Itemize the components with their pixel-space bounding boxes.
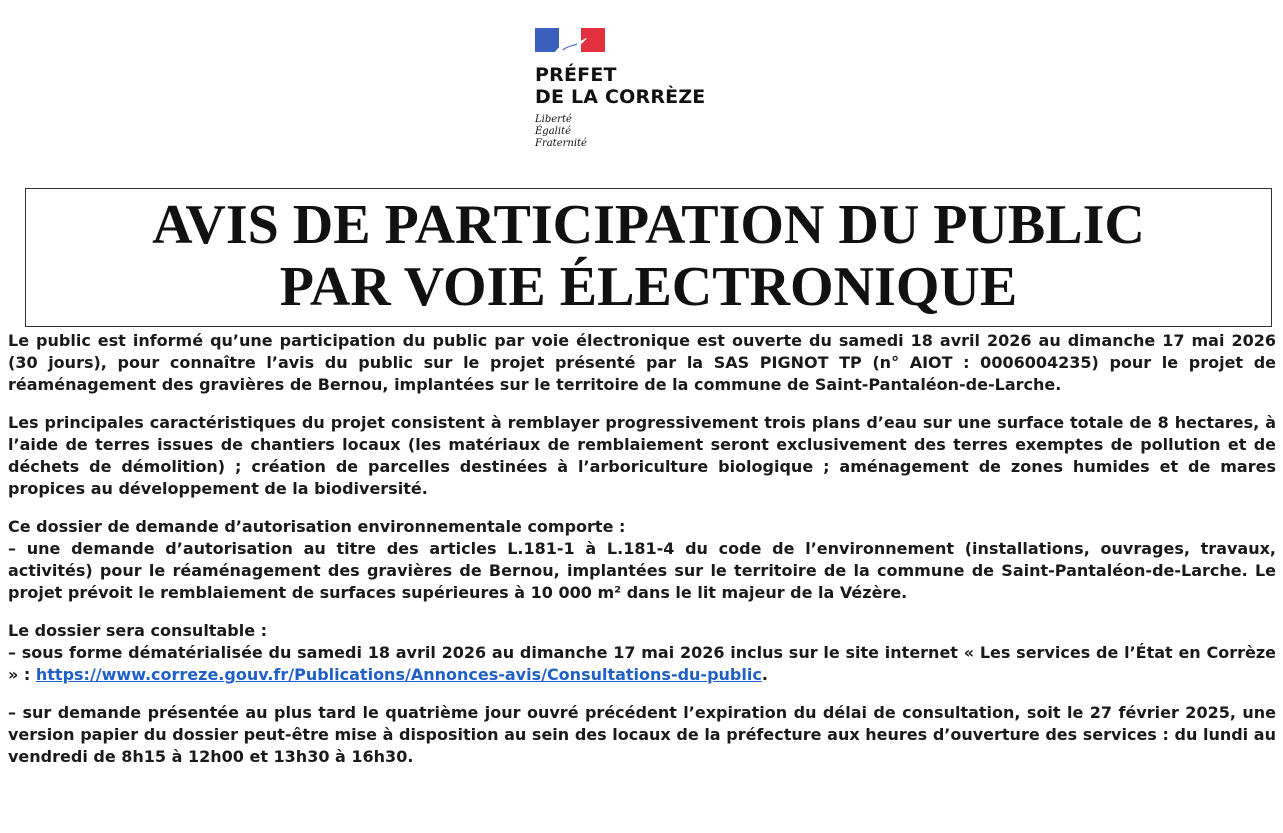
notice-title-line2: PAR VOIE ÉLECTRONIQUE	[279, 256, 1018, 318]
dossier-item: – une demande d’autorisation au titre des articles L.181-1 à L.181-4 du code de l’environnement (installations, ouvrages, travaux, activités) pour le réaménagement des gravières de Bernou, implantées sur le territoire de la commune de Saint-Pantaléon-de-Larche. Le projet prévoit le remblaiement de surfaces supérieures à 10 000 m² dans le lit majeur de la Vézère.	[8, 539, 1276, 602]
motto-egalite: Égalité	[535, 126, 571, 137]
dossier-heading: Ce dossier de demande d’autorisation environnementale comporte :	[8, 517, 626, 536]
intro-paragraph: Le public est informé qu’une participation du public par voie électronique est ouverte du samedi 18 avril 2026 au dimanche 17 mai 2026 (30 jours), pour connaître l’avis du public sur le projet présenté par la SAS PIGNOT TP (n° AIOT : 0006004235) pour le projet de réaménagement des gravières de Bernou, implantées sur le territoire de la commune de Saint-Pantaléon-de-Larche.	[8, 331, 1276, 394]
notice-body	[8, 330, 1276, 768]
prefecture-header	[535, 28, 795, 150]
consultation-online-end: .	[761, 665, 768, 684]
motto-fraternite: Fraternité	[535, 138, 587, 149]
marianne-logo-icon	[535, 28, 605, 52]
motto-liberte: Liberté	[535, 114, 572, 125]
consultation-paper: – sur demande présentée au plus tard le quatrième jour ouvré précédent l’expiration du délai de consultation, soit le 27 février 2025, une version papier du dossier peut-être mise à disposition au sein des locaux de la préfecture aux heures d’ouverture des services : du lundi au vendredi de 8h15 à 12h00 et 13h30 à 16h30.	[8, 703, 1276, 766]
org-name-line2: DE LA CORRÈZE	[535, 86, 706, 108]
consultation-online	[8, 642, 1276, 686]
notice-title-box	[25, 188, 1272, 327]
notice-title-line1: AVIS DE PARTICIPATION DU PUBLIC	[152, 194, 1145, 256]
consultation-online-text: – sous forme dématérialisée du samedi 18 avril 2026 au dimanche 17 mai 2026 inclus sur le site internet « Les services de l’État en Corrèze » :	[8, 643, 1276, 684]
consultation-heading: Le dossier sera consultable :	[8, 621, 268, 640]
features-paragraph: Les principales caractéristiques du projet consistent à remblayer progressivement trois plans d’eau sur une surface totale de 8 hectares, à l’aide de terres issues de chantiers locaux (les matériaux de remblaiement seront exclusivement des terres exemptes de pollution et de déchets de démolition) ; création de parcelles destinées à l’arboriculture biologique ; aménagement de zones humides et de mares propices au développement de la biodiversité.	[8, 413, 1276, 498]
republic-motto	[535, 114, 795, 150]
org-name-line1: PRÉFET	[535, 64, 617, 86]
consultation-link[interactable]: https://www.correze.gouv.fr/Publications/Annonces-avis/Consultations-du-public	[35, 665, 762, 684]
